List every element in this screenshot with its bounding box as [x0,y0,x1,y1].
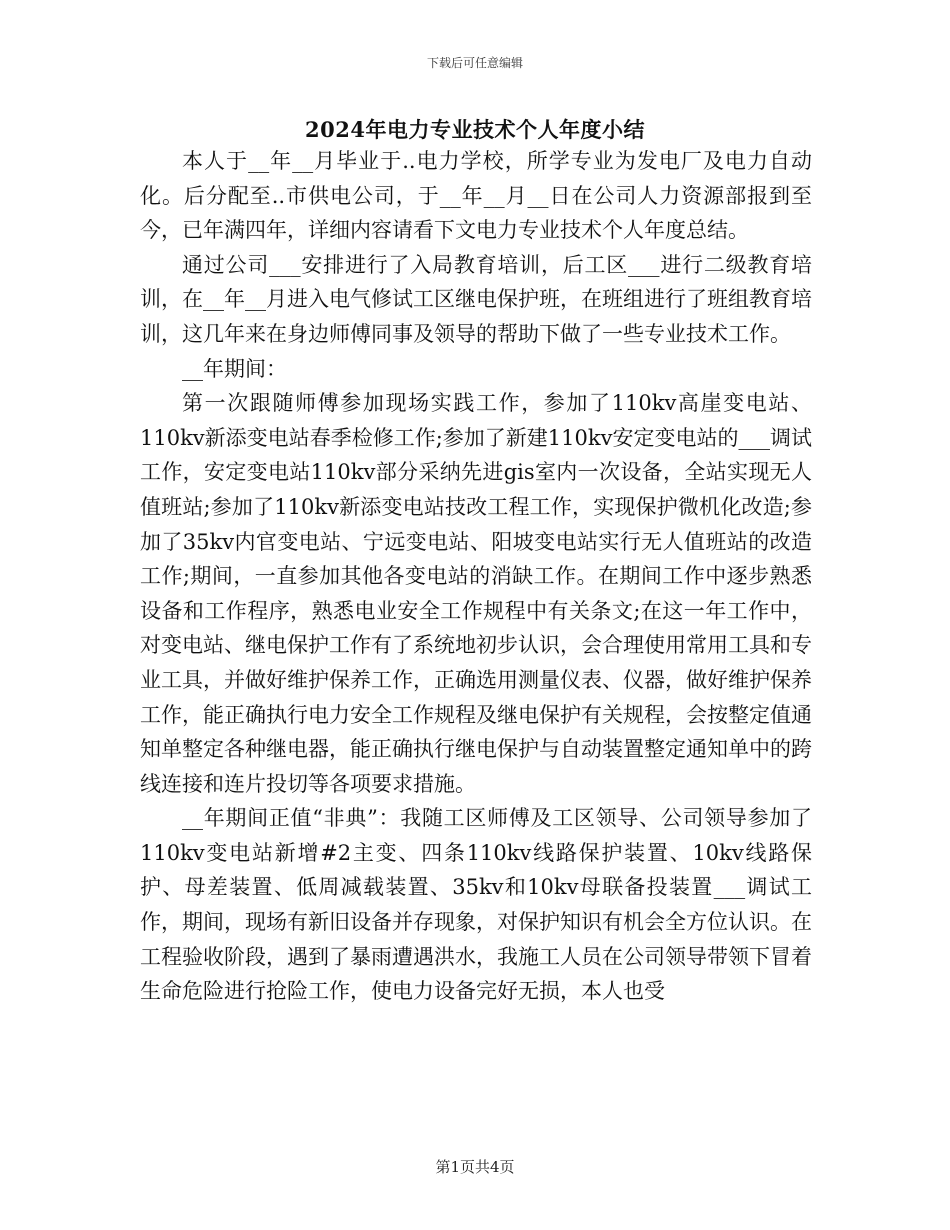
paragraph-5: __年期间正值“非典”：我随工区师傅及工区领导、公司领导参加了110kv变电站新增#2主变、四条110kv线路保护装置、10kv线路保护、母差装置、低周减载装置、35kv和10kv母联备投装置___调试工作，期间，现场有新旧设备并存现象，对保护知识有机会全方位认识。在工程验收阶段，遇到了暴雨遭遇洪水，我施工人员在公司领导带领下冒着生命危险进行抢险工作，使电力设备完好无损，本人也受 [140,806,812,1004]
document-body [140,144,812,1009]
paragraph-1: 本人于__年__月毕业于..电力学校，所学专业为发电厂及电力自动化。后分配至..市供电公司，于__年__月__日在公司人力资源部报到至今，已年满四年，详细内容请看下文电力专业技术个人年度总结。 [140,149,812,243]
document-title: 2024年电力专业技术个人年度小结 [305,117,645,142]
paragraph-3: __年期间： [182,356,287,381]
page-header-note: 下载后可任意编辑 [426,56,523,70]
page-number: 第1页共4页 [435,1158,515,1176]
paragraph-4: 第一次跟随师傅参加现场实践工作，参加了110kv高崖变电站、110kv新添变电站春季检修工作;参加了新建110kv安定变电站的___调试工作，安定变电站110kv部分采纳先进gis室内一次设备，全站实现无人值班站;参加了110kv新添变电站技改工程工作，实现保护微机化改造;参加了35kv内官变电站、宁远变电站、阳坡变电站实行无人值班站的改造工作;期间，一直参加其他各变电站的消缺工作。在期间工作中逐步熟悉设备和工作程序，熟悉电业安全工作规程中有关条文;在这一年工作中，对变电站、继电保护工作有了系统地初步认识，会合理使用常用工具和专业工具，并做好维护保养工作，正确选用测量仪表、仪器，做好维护保养工作，能正确执行电力安全工作规程及继电保护有关规程，会按整定值通知单整定各种继电器，能正确执行继电保护与自动装置整定通知单中的跨线连接和连片投切等各项要求措施。 [140,391,812,796]
paragraph-2: 通过公司___安排进行了入局教育培训，后工区___进行二级教育培训，在__年__月进入电气修试工区继电保护班，在班组进行了班组教育培训，这几年来在身边师傅同事及领导的帮助下做了一些专业技术工作。 [140,252,812,346]
